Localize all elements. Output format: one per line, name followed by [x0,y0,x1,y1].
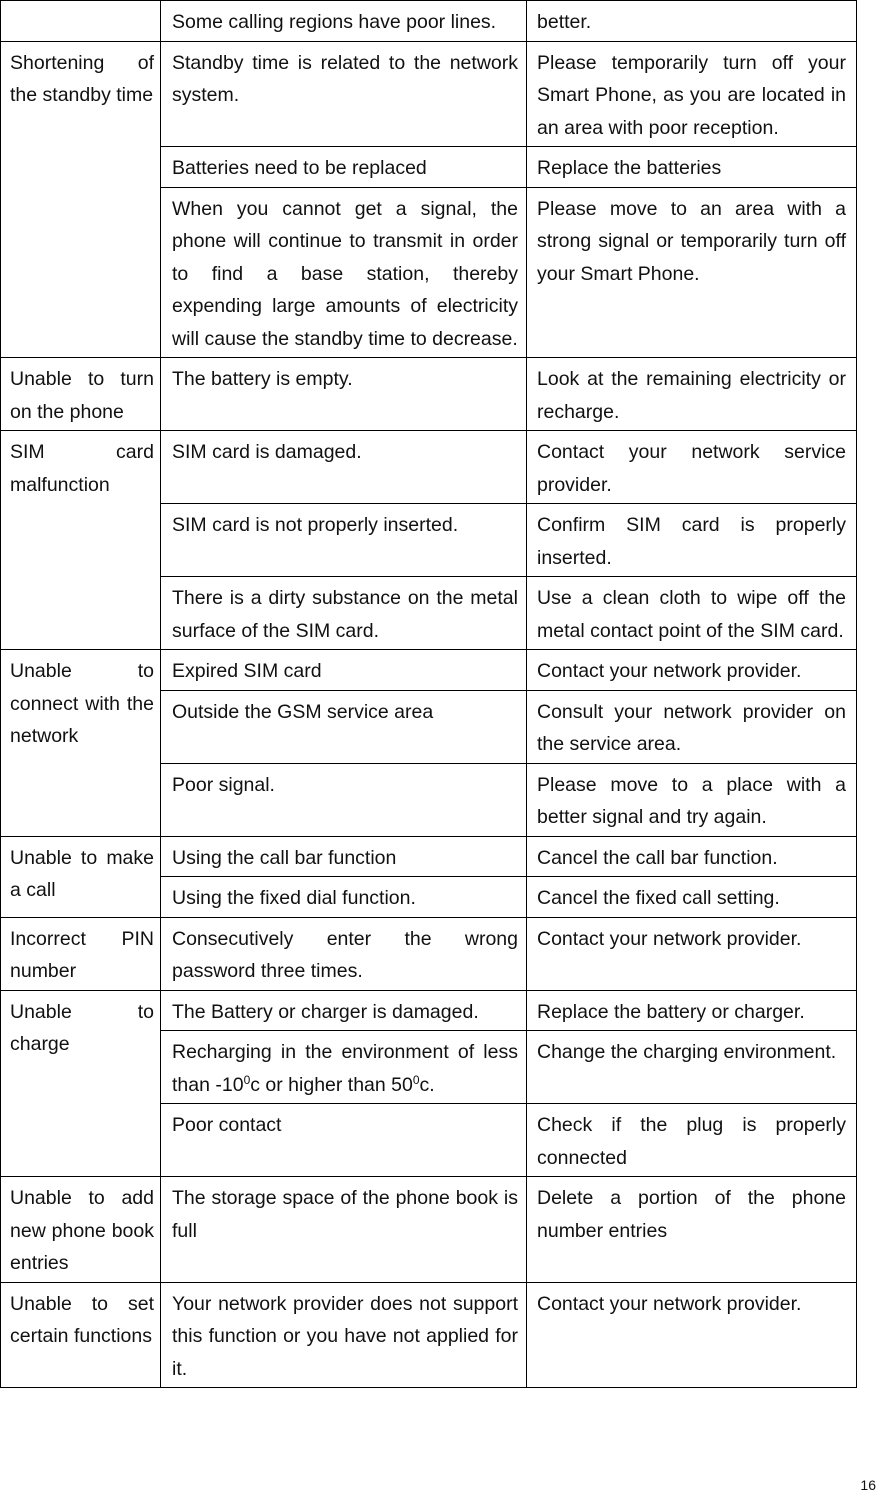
cause-cell: SIM card is damaged. [161,431,527,504]
table-row [1,1177,857,1283]
solution-cell: Contact your network provider. [527,1282,857,1388]
problem-cell: Unable to set certain functions [1,1282,161,1388]
solution-cell: Check if the plug is properly connected [527,1104,857,1177]
table-row [1,431,857,504]
cause-cell: Expired SIM card [161,650,527,691]
table-row [1,358,857,431]
problem-cell: Unable to add new phone book entries [1,1177,161,1283]
solution-cell: Look at the remaining electricity or recharge. [527,358,857,431]
table-row [1,650,857,691]
problem-cell: Unable to turn on the phone [1,358,161,431]
cause-text: c. [419,1073,435,1096]
degree-superscript: 0 [243,1072,251,1087]
solution-cell: better. [527,1,857,42]
solution-cell: Replace the batteries [527,147,857,188]
problem-cell: Shortening of the standby time [1,41,161,358]
cause-cell: The storage space of the phone book is full [161,1177,527,1283]
solution-cell: Change the charging environment. [527,1031,857,1104]
cause-text: c or higher than 50 [250,1073,413,1096]
problem-cell: SIM card malfunction [1,431,161,650]
cause-cell: When you cannot get a signal, the phone will continue to transmit in order to find a base station, thereby expending large amounts of electricity will cause the standby time to decrease. [161,187,527,358]
cause-text: Recharging in the environment of less than -10 [172,1041,518,1096]
cause-cell: Outside the GSM service area [161,690,527,763]
page-number-text: 16 [860,1477,876,1493]
solution-cell: Replace the battery or charger. [527,990,857,1031]
cause-cell: Using the call bar function [161,836,527,877]
solution-cell: Contact your network service provider. [527,431,857,504]
cause-cell [161,1031,527,1104]
solution-cell: Delete a portion of the phone number entries [527,1177,857,1283]
cause-cell: There is a dirty substance on the metal surface of the SIM card. [161,577,527,650]
cause-cell: SIM card is not properly inserted. [161,504,527,577]
solution-cell: Please move to a place with a better signal and try again. [527,763,857,836]
solution-cell: Contact your network provider. [527,917,857,990]
cause-cell: Some calling regions have poor lines. [161,1,527,42]
solution-cell: Confirm SIM card is properly inserted. [527,504,857,577]
table-row [1,1,857,42]
cause-cell: Poor signal. [161,763,527,836]
problem-cell: Unable to charge [1,990,161,1177]
table-row [1,41,857,147]
cause-cell: Poor contact [161,1104,527,1177]
table-row [1,1282,857,1388]
cause-cell: Standby time is related to the network system. [161,41,527,147]
cause-cell: Batteries need to be replaced [161,147,527,188]
solution-cell: Cancel the fixed call setting. [527,877,857,918]
degree-superscript: 0 [412,1072,420,1087]
problem-cell: Incorrect PIN number [1,917,161,990]
table-row [1,990,857,1031]
solution-cell: Please temporarily turn off your Smart Phone, as you are located in an area with poor reception. [527,41,857,147]
cause-cell: Consecutively enter the wrong password three times. [161,917,527,990]
cause-cell: The battery is empty. [161,358,527,431]
problem-cell: Unable to connect with the network [1,650,161,837]
table-row [1,836,857,877]
page-number [0,1477,876,1493]
problem-cell [1,1,161,42]
solution-cell: Please move to an area with a strong signal or temporarily turn off your Smart Phone. [527,187,857,358]
solution-cell: Cancel the call bar function. [527,836,857,877]
table-row [1,917,857,990]
cause-cell: Your network provider does not support this function or you have not applied for it. [161,1282,527,1388]
cause-cell: The Battery or charger is damaged. [161,990,527,1031]
solution-cell: Contact your network provider. [527,650,857,691]
solution-cell: Use a clean cloth to wipe off the metal contact point of the SIM card. [527,577,857,650]
problem-cell: Unable to make a call [1,836,161,917]
solution-cell: Consult your network provider on the service area. [527,690,857,763]
cause-cell: Using the fixed dial function. [161,877,527,918]
